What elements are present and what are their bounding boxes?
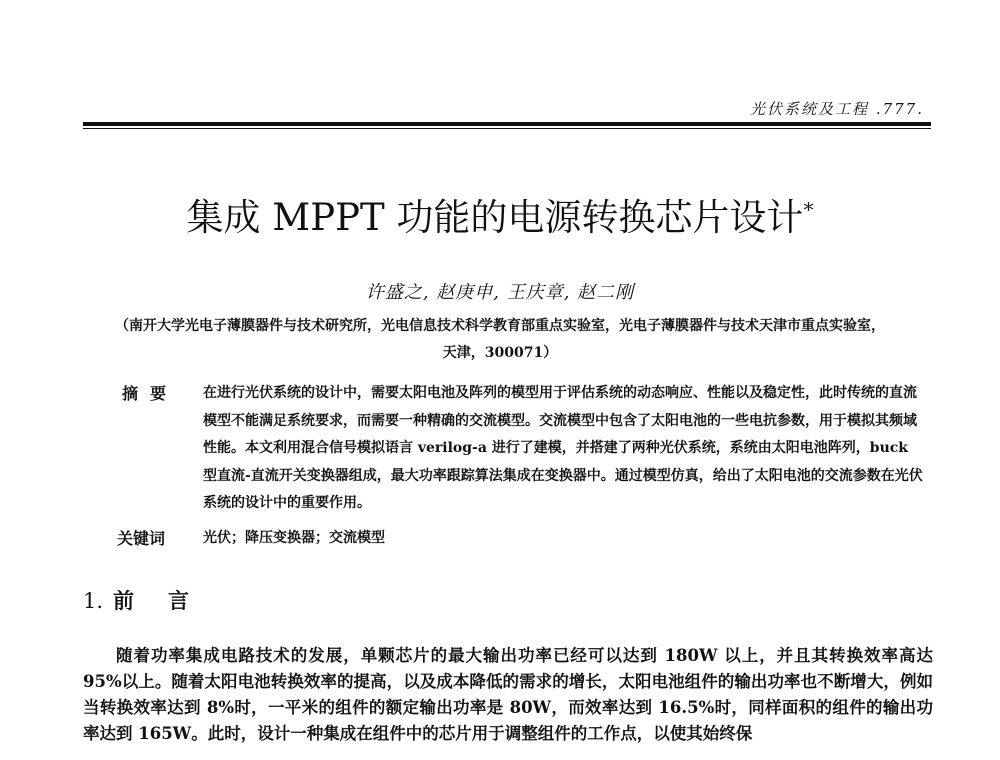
- affiliation-line-2: 天津，300071）: [442, 345, 558, 361]
- header-rule-thin: [83, 128, 931, 129]
- title-footnote-mark: *: [803, 197, 814, 222]
- affiliation-line-1: （南开大学光电子薄膜器件与技术研究所，光电信息技术科学教育部重点实验室，光电子薄膜器件与技术天津市重点实验室，: [115, 318, 885, 334]
- section-title-part1: 前: [113, 588, 135, 613]
- body-paragraph: 随着功率集成电路技术的发展，单颗芯片的最大输出功率已经可以达到 180W 以上，并且其转换效率高达 95%以上。随着太阳电池转换效率的提高，以及成本降低的需求的增长，太阳电池组件的输出功率也不断增大，例如当转换效率达到 8%时，一平米的组件的额定输出功率是 80W，而效率达到 16.5%时，同样面积的组件的输出功率达到 165W。此时，设计一种集成在组件中的芯片用于调整组件的工作点，以使其始终保: [83, 646, 933, 743]
- keywords-label: 关键词: [117, 529, 166, 548]
- author-list: 许盛之, 赵庚申, 王庆章, 赵二刚: [365, 282, 635, 303]
- section-heading: [83, 585, 189, 615]
- page-number: .777.: [875, 100, 924, 118]
- keywords-text: 光伏；降压变换器；交流模型: [203, 530, 385, 546]
- section-title-part2: 言: [168, 588, 190, 613]
- journal-name: 光伏系统及工程: [750, 100, 870, 118]
- running-header: [750, 98, 924, 119]
- paper-title-text: 集成 MPPT 功能的电源转换芯片设计: [186, 196, 804, 239]
- section-number: 1.: [83, 589, 104, 613]
- abstract-text: 在进行光伏系统的设计中，需要太阳电池及阵列的模型用于评估系统的动态响应、性能以及稳定性，此时传统的直流模型不能满足系统要求，而需要一种精确的交流模型。交流模型中包含了太阳电池的一些电抗参数，用于模拟其频域性能。本文利用混合信号模拟语言 verilog-a 进行了建模，并搭建了两种光伏系统，系统由太阳电池阵列，buck 型直流-直流开关变换器组成，最大功率跟踪算法集成在变换器中。通过模型仿真，给出了太阳电池的交流参数在光伏系统的设计中的重要作用。: [203, 385, 923, 512]
- header-rule-thick: [83, 122, 931, 126]
- paper-title: [0, 187, 1000, 241]
- affiliation: [0, 313, 1000, 367]
- abstract-label: 摘要: [122, 384, 179, 403]
